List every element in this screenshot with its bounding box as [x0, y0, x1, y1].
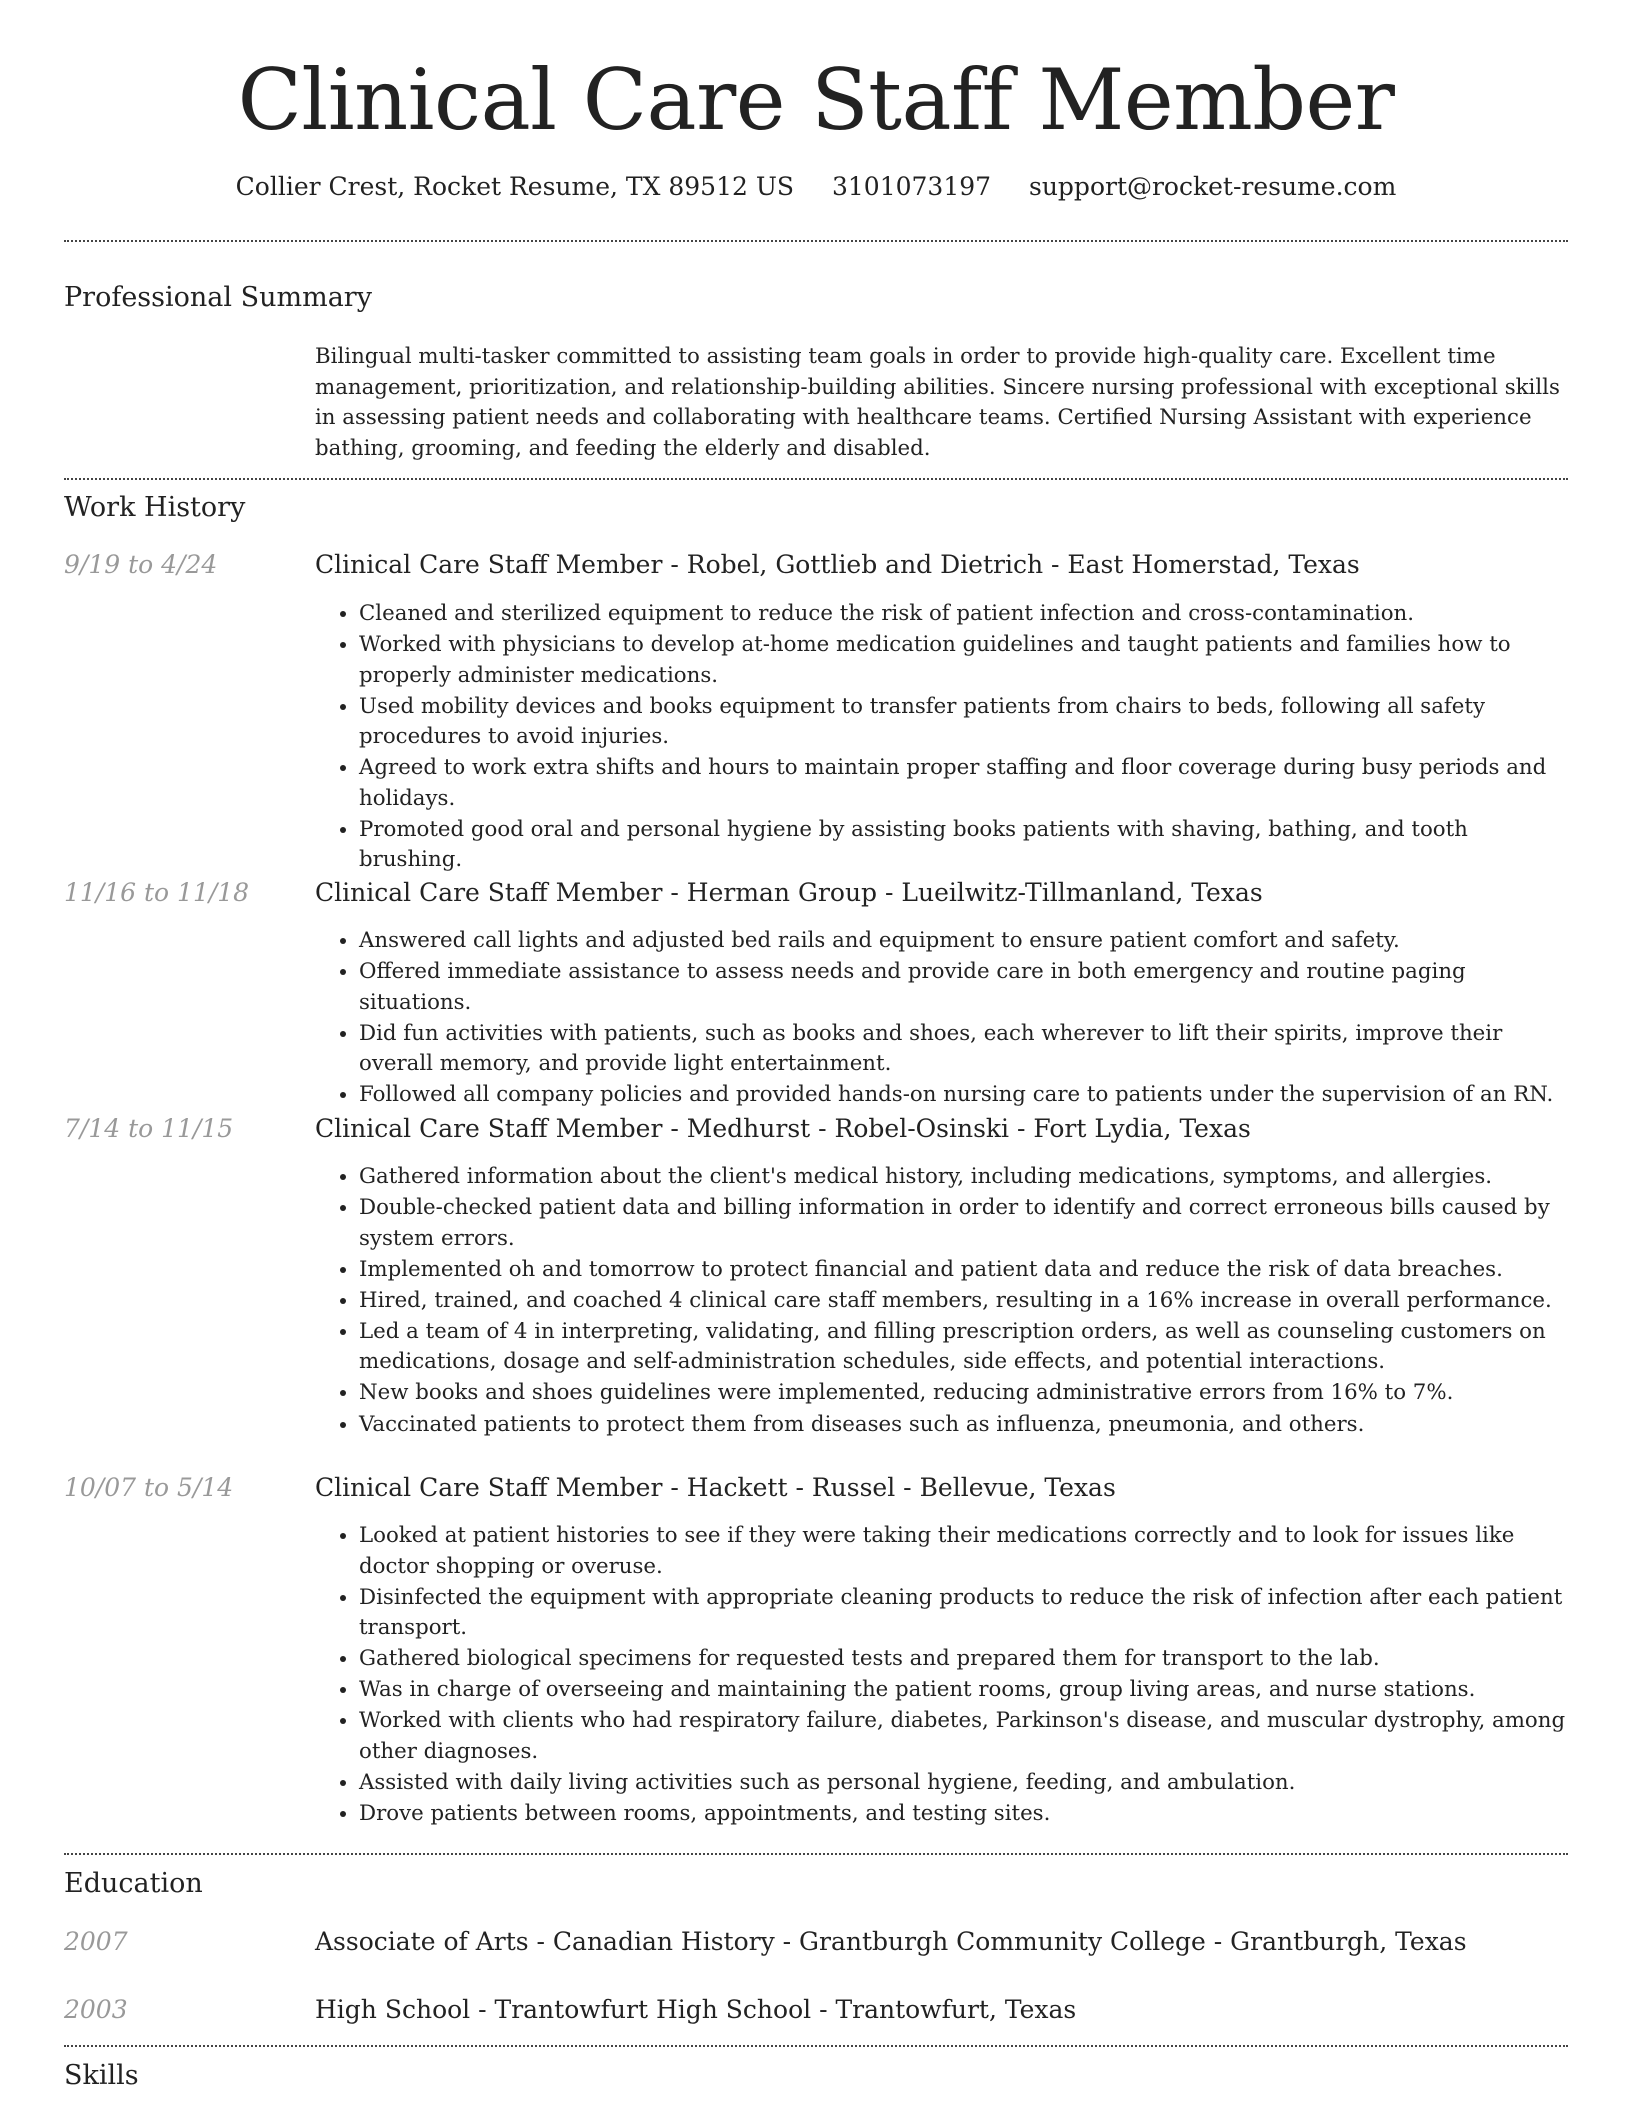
- job-bullet: • Was in charge of overseeing and maintaining the patient rooms, group living areas, and nurse stations.: [359, 1675, 1570, 1706]
- job-bullet: • Implemented oh and tomorrow to protect financial and patient data and reduce the risk of data breaches.: [359, 1255, 1570, 1286]
- job-bullet: • Double-checked patient data and billing information in order to identify and correct erroneous bills caused by system errors.: [359, 1193, 1570, 1254]
- job-bullet: • New books and shoes guidelines were implemented, reducing administrative errors from 16% to 7%.: [359, 1378, 1570, 1409]
- job-dates: 11/16 to 11/18: [64, 878, 250, 907]
- education-year: 2003: [64, 1995, 128, 2024]
- job-bullet-list: [315, 926, 1570, 1111]
- job-dates: 9/19 to 4/24: [64, 550, 218, 579]
- job-heading: Clinical Care Staff Member - Medhurst - Robel-Osinski - Fort Lydia, Texas: [315, 1114, 1251, 1143]
- work-history-section-title: Work History: [64, 492, 246, 523]
- summary-section-title: Professional Summary: [64, 282, 372, 313]
- contact-phone: 3101073197: [831, 172, 992, 201]
- contact-email: support@rocket-resume.com: [1029, 172, 1397, 201]
- job-dates: 7/14 to 11/15: [64, 1114, 234, 1143]
- job-bullet: • Hired, trained, and coached 4 clinical care staff members, resulting in a 16% increase in overall performance.: [359, 1286, 1570, 1317]
- job-bullet: • Used mobility devices and books equipment to transfer patients from chairs to beds, following all safety procedures to avoid injuries.: [359, 692, 1570, 753]
- education-entry: High School - Trantowfurt High School - Trantowfurt, Texas: [315, 1995, 1077, 2024]
- job-bullet: • Gathered biological specimens for requested tests and prepared them for transport to the lab.: [359, 1644, 1570, 1675]
- job-bullet: • Vaccinated patients to protect them from diseases such as influenza, pneumonia, and others.: [359, 1410, 1570, 1441]
- job-bullet: • Looked at patient histories to see if they were taking their medications correctly and to look for issues like doctor shopping or overuse.: [359, 1521, 1570, 1582]
- job-heading: Clinical Care Staff Member - Hackett - Russel - Bellevue, Texas: [315, 1473, 1116, 1502]
- education-entry: Associate of Arts - Canadian History - Grantburgh Community College - Grantburgh, Texas: [315, 1927, 1467, 1956]
- job-bullet: • Worked with physicians to develop at-home medication guidelines and taught patients and families how to properly administer medications.: [359, 630, 1570, 691]
- job-bullet-list: [315, 1521, 1570, 1830]
- job-bullet: • Drove patients between rooms, appointments, and testing sites.: [359, 1799, 1570, 1830]
- job-bullet: • Worked with clients who had respiratory failure, diabetes, Parkinson's disease, and muscular dystrophy, among other diagnoses.: [359, 1706, 1570, 1767]
- job-bullet: • Cleaned and sterilized equipment to reduce the risk of patient infection and cross-contamination.: [359, 599, 1570, 630]
- job-bullet-list: [315, 1162, 1570, 1441]
- job-bullet: • Agreed to work extra shifts and hours to maintain proper staffing and floor coverage during busy periods and holidays.: [359, 753, 1570, 814]
- skills-section-title: Skills: [64, 2060, 139, 2091]
- job-heading: Clinical Care Staff Member - Robel, Gottlieb and Dietrich - East Homerstad, Texas: [315, 550, 1360, 579]
- section-divider: [64, 1853, 1568, 1855]
- job-bullet: • Promoted good oral and personal hygiene by assisting books patients with shaving, bathing, and tooth brushing.: [359, 815, 1570, 876]
- job-bullet: • Disinfected the equipment with appropriate cleaning products to reduce the risk of infection after each patient transport.: [359, 1583, 1570, 1644]
- education-section-title: Education: [64, 1868, 203, 1899]
- job-bullet: • Answered call lights and adjusted bed rails and equipment to ensure patient comfort and safety.: [359, 926, 1570, 957]
- job-bullet: • Gathered information about the client's medical history, including medications, symptoms, and allergies.: [359, 1162, 1570, 1193]
- contact-line: [0, 170, 1632, 204]
- candidate-name: Clinical Care Staff Member: [237, 51, 1395, 149]
- section-divider: [64, 478, 1568, 480]
- job-bullet-list: [315, 599, 1570, 876]
- job-heading: Clinical Care Staff Member - Herman Group - Lueilwitz-Tillmanland, Texas: [315, 878, 1263, 907]
- job-bullet: • Offered immediate assistance to assess needs and provide care in both emergency and routine paging situations.: [359, 957, 1570, 1018]
- section-divider: [64, 2045, 1568, 2047]
- contact-address: Collier Crest, Rocket Resume, TX 89512 US: [235, 172, 795, 201]
- job-bullet: • Led a team of 4 in interpreting, validating, and filling prescription orders, as well as counseling customers on medications, dosage and self-administration schedules, side effects, and potential interactions.: [359, 1317, 1570, 1378]
- education-year: 2007: [64, 1927, 128, 1956]
- job-dates: 10/07 to 5/14: [64, 1473, 234, 1502]
- section-divider: [64, 240, 1568, 242]
- job-bullet: • Did fun activities with patients, such as books and shoes, each wherever to lift their spirits, improve their overall memory, and provide light entertainment.: [359, 1019, 1570, 1080]
- summary-text: Bilingual multi-tasker committed to assisting team goals in order to provide high-quality care. Excellent time management, prioritization, and relationship-building abilities. Sincere nursing professional with exceptional skills in assessing patient needs and collaborating with healthcare teams. Certified Nursing Assistant with experience bathing, grooming, and feeding the elderly and disabled.: [315, 344, 1560, 461]
- job-bullet: • Assisted with daily living activities such as personal hygiene, feeding, and ambulation.: [359, 1768, 1570, 1799]
- job-bullet: • Followed all company policies and provided hands-on nursing care to patients under the supervision of an RN.: [359, 1080, 1570, 1111]
